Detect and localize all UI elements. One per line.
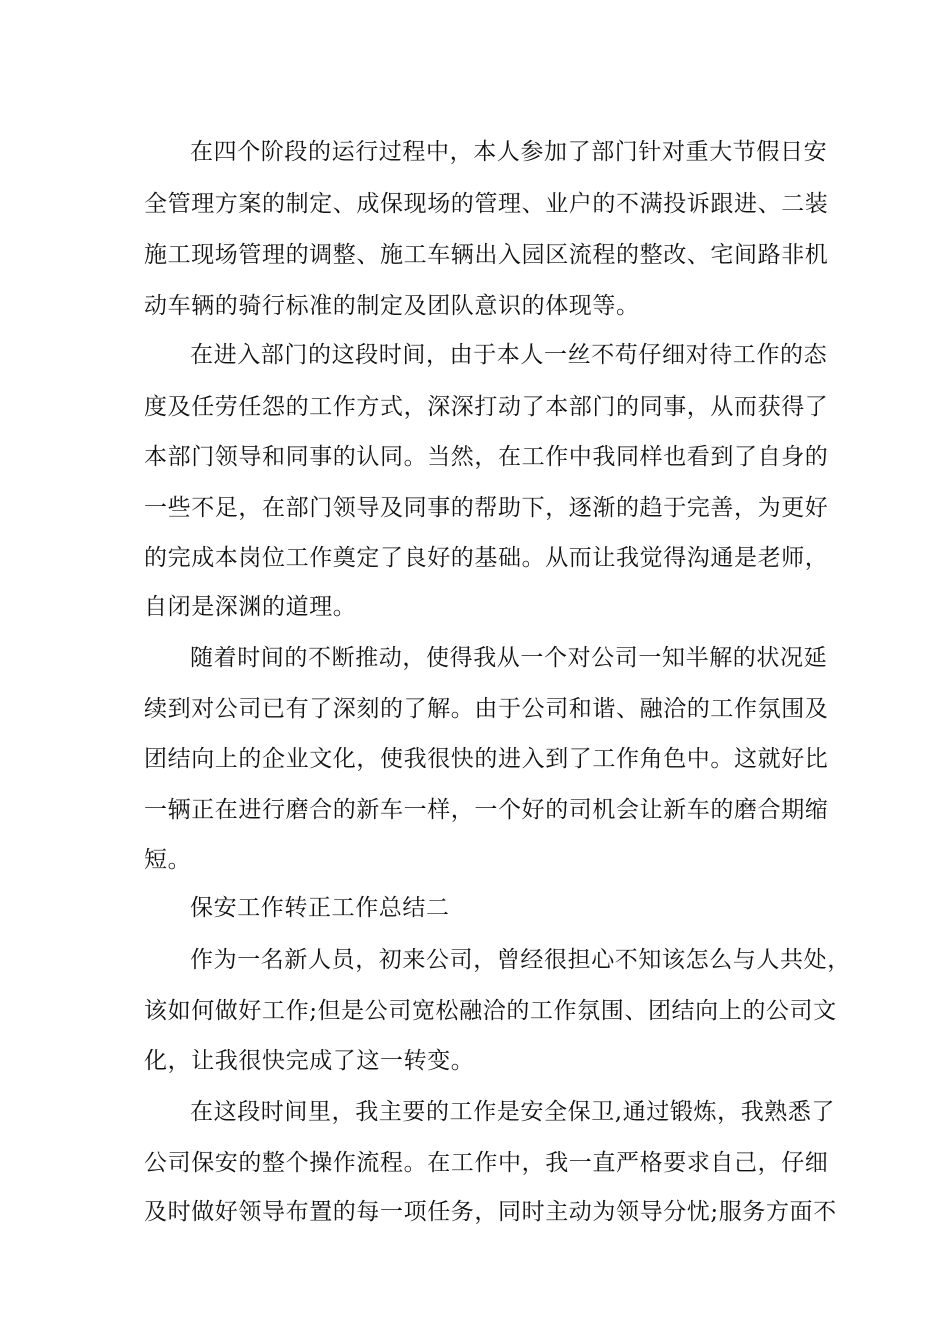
- text-line: 保安工作转正工作总结二: [190, 895, 450, 921]
- text-line: 自闭是深渊的道理。: [144, 594, 357, 620]
- text-line: 在四个阶段的运行过程中，本人参加了部门针对重大节假日安: [190, 139, 828, 165]
- text-line: 作为一名新人员，初来公司，曾经很担心不知该怎么与人共处，: [190, 947, 851, 973]
- text-line: 该如何做好工作;但是公司宽松融洽的工作氛围、团结向上的公司文: [144, 998, 837, 1024]
- text-line: 续到对公司已有了深刻的了解。由于公司和谐、融洽的工作氛围及: [144, 696, 829, 722]
- text-line: 本部门领导和同事的认同。当然，在工作中我同样也看到了自身的: [144, 444, 829, 470]
- text-line: 全管理方案的制定、成保现场的管理、业户的不满投诉跟进、二装: [144, 191, 829, 217]
- text-line: 随着时间的不断推动，使得我从一个对公司一知半解的状况延: [190, 645, 828, 671]
- text-line: 动车辆的骑行标准的制定及团队意识的体现等。: [144, 293, 640, 319]
- text-line: 团结向上的企业文化，使我很快的进入到了工作角色中。这就好比: [144, 746, 829, 772]
- text-line: 在进入部门的这段时间，由于本人一丝不苟仔细对待工作的态: [190, 342, 828, 368]
- text-line: 及时做好领导布置的每一项任务，同时主动为领导分忧;服务方面不: [144, 1199, 837, 1225]
- text-line: 一辆正在进行磨合的新车一样，一个好的司机会让新车的磨合期缩: [144, 797, 829, 823]
- text-line: 施工现场管理的调整、施工车辆出入园区流程的整改、宅间路非机: [144, 242, 829, 268]
- text-line: 一些不足，在部门领导及同事的帮助下，逐渐的趋于完善，为更好: [144, 495, 829, 521]
- text-line: 的完成本岗位工作奠定了良好的基础。从而让我觉得沟通是老师，: [144, 545, 829, 571]
- text-line: 公司保安的整个操作流程。在工作中，我一直严格要求自己，仔细: [144, 1150, 829, 1176]
- text-line: 短。: [144, 847, 192, 873]
- text-line: 化，让我很快完成了这一转变。: [144, 1048, 475, 1074]
- text-line: 在这段时间里，我主要的工作是安全保卫,通过锻炼，我熟悉了: [190, 1099, 836, 1125]
- text-line: 度及任劳任怨的工作方式，深深打动了本部门的同事，从而获得了: [144, 394, 829, 420]
